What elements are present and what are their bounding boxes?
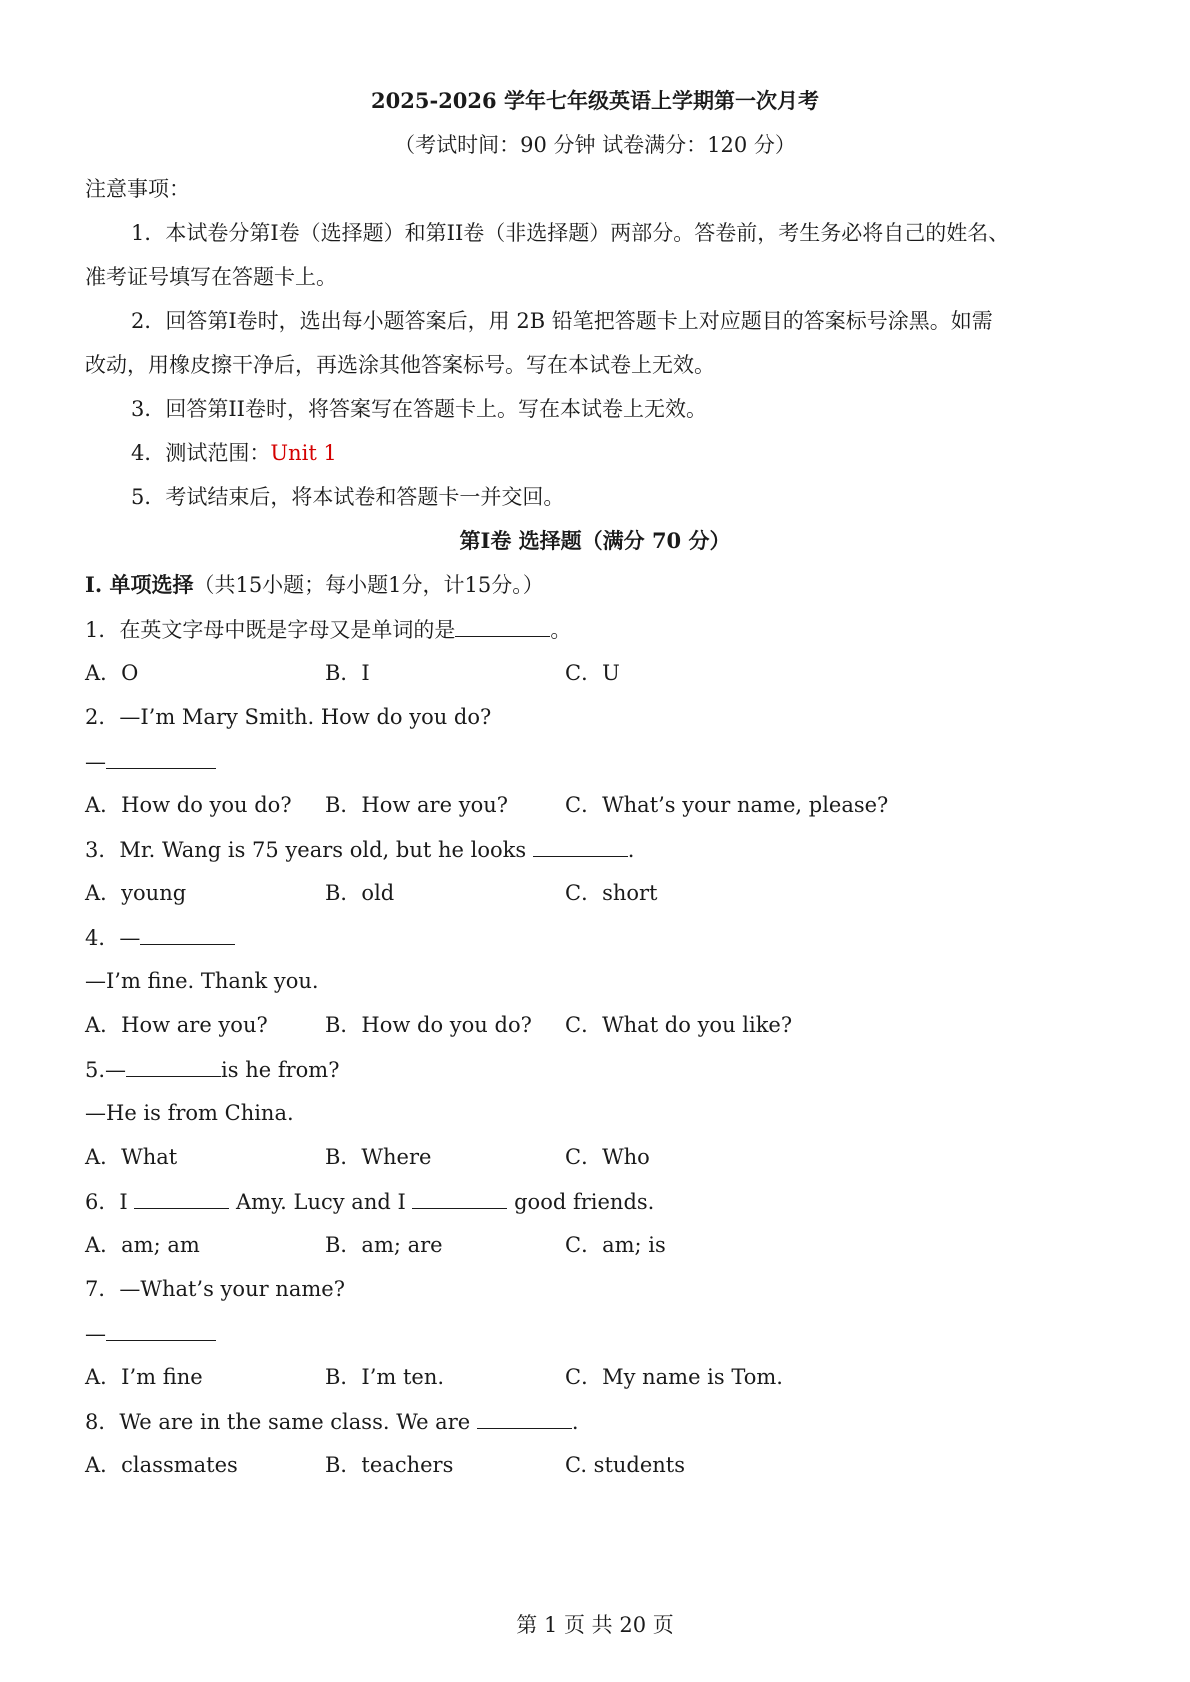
option-a: A．O [85,661,139,685]
answer-blank [533,834,628,857]
option-c: C．am; is [565,1233,666,1257]
option-c: C．What’s your name, please? [565,793,889,817]
test-range: Unit 1 [270,441,337,465]
notice-4-prefix: 4．测试范围： [131,441,271,465]
option-c: C．Who [565,1145,650,1169]
notice-3: 3．回答第II卷时，将答案写在答题卡上。写在本试卷上无效。 [131,397,707,421]
option-c: C. students [565,1453,686,1477]
notice-1-line-2: 准考证号填写在答题卡上。 [85,265,337,289]
question-4-stem: 4．— [85,922,1105,953]
answer-blank [455,614,550,637]
notice-heading: 注意事项： [85,177,190,201]
notice-4 [131,438,1105,468]
question-3-stem: 3．Mr. Wang is 75 years old, but he looks . [85,834,1105,865]
option-b: B．How are you? [325,793,508,817]
section-1-heading [85,570,1105,600]
notice-2-line-1: 2．回答第I卷时，选出每小题答案后，用 2B 铅笔把答题卡上对应题目的答案标号涂黑。如需 [131,309,993,333]
question-4-reply: —I’m fine. Thank you. [85,969,319,993]
option-a: A．am; am [85,1233,200,1257]
option-b: B．am; are [325,1233,443,1257]
question-2-reply: — [85,746,1105,777]
notice-1-line-1: 1．本试卷分第I卷（选择题）和第II卷（非选择题）两部分。答卷前，考生务必将自己的姓名、 [131,221,1010,245]
answer-blank [106,746,216,769]
option-c: C．short [565,881,658,905]
option-b: B．I’m ten. [325,1365,445,1389]
answer-blank [134,1186,229,1209]
question-1-stem: 1．在英文字母中既是字母又是单词的是 。 [85,614,1105,645]
answer-blank [126,1054,221,1077]
question-2-stem: 2．—I’m Mary Smith. How do you do? [85,705,492,729]
question-7-stem: 7．—What’s your name? [85,1277,345,1301]
answer-blank [140,922,235,945]
option-b: B．How do you do? [325,1013,532,1037]
answer-blank [412,1186,507,1209]
option-c: C．What do you like? [565,1013,793,1037]
section-1-label: I. 单项选择 [85,572,194,597]
part-1-heading: 第I卷 选择题（满分 70 分） [459,528,731,553]
question-5-stem: 5.— is he from? [85,1054,1105,1085]
option-b: B．I [325,661,370,685]
answer-blank [106,1318,216,1341]
option-a: A．What [85,1145,178,1169]
exam-title: 2025-2026 学年七年级英语上学期第一次月考 [371,88,819,113]
option-a: A．How are you? [85,1013,268,1037]
option-a: A．How do you do? [85,793,292,817]
section-1-note: （共15小题；每小题1分，计15分。） [193,573,544,597]
option-c: C．My name is Tom. [565,1365,783,1389]
option-b: B．Where [325,1145,432,1169]
option-b: B．teachers [325,1453,454,1477]
option-b: B．old [325,881,395,905]
question-7-reply: — [85,1318,1105,1349]
notice-2-line-2: 改动，用橡皮擦干净后，再选涂其他答案标号。写在本试卷上无效。 [85,353,715,377]
option-a: A．classmates [85,1453,238,1477]
option-a: A．I’m fine [85,1365,203,1389]
page-number-footer: 第 1 页 共 20 页 [516,1613,674,1637]
question-8-stem: 8．We are in the same class. We are . [85,1406,1105,1437]
question-5-reply: —He is from China. [85,1101,294,1125]
notice-5: 5．考试结束后，将本试卷和答题卡一并交回。 [131,485,565,509]
exam-subtitle: （考试时间：90 分钟 试卷满分：120 分） [394,133,796,157]
option-a: A．young [85,881,187,905]
question-6-stem: 6．I Amy. Lucy and I good friends. [85,1186,1105,1217]
answer-blank [477,1406,572,1429]
option-c: C．U [565,661,620,685]
